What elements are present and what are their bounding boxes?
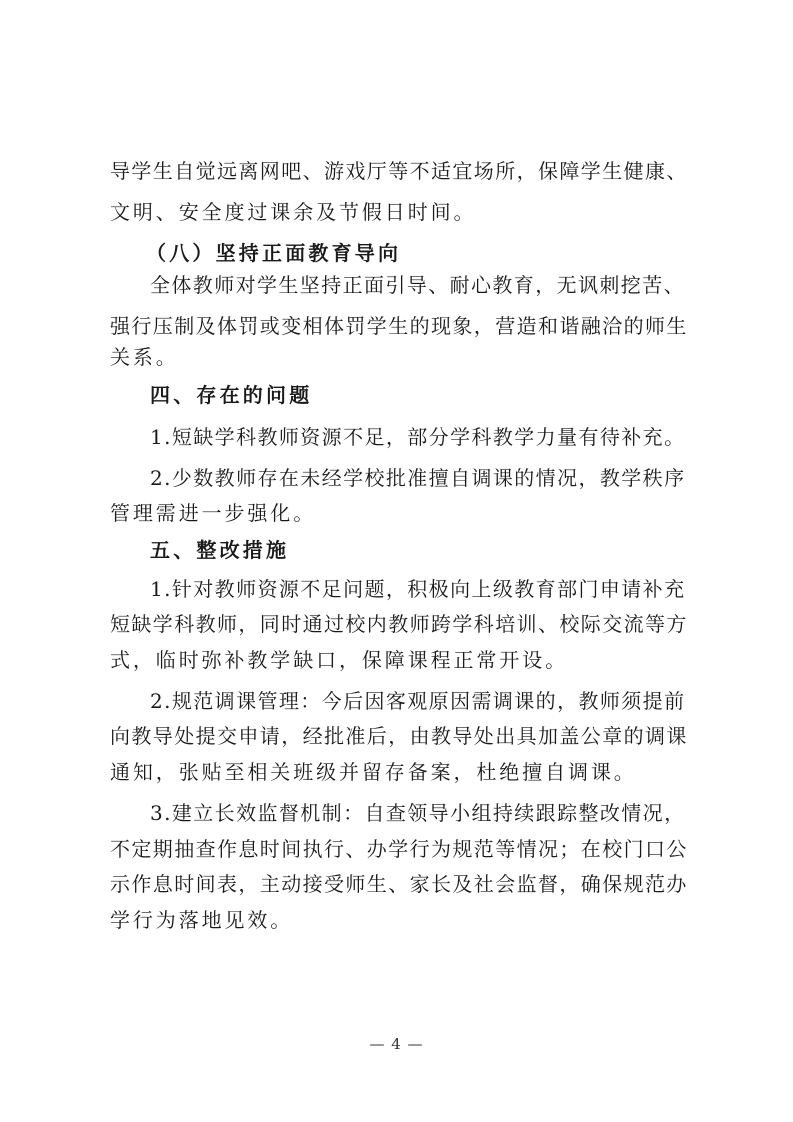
paragraph-line: 强行压制及体罚或变相体罚学生的现象，营造和谐融洽的师生 (110, 314, 688, 338)
paragraph-line: 全体教师对学生坚持正面引导、耐心教育，无讽刺挖苦、 (150, 273, 685, 297)
section-heading-5: 五、整改措施 (150, 538, 290, 562)
list-item-line: 学行为落地见效。 (110, 908, 294, 932)
list-item-line: 1.针对教师资源不足问题，积极向上级教育部门申请补充 (150, 577, 686, 601)
list-item-line: 1.短缺学科教师资源不足，部分学科教学力量有待补充。 (150, 425, 686, 449)
list-item-line: 管理需进一步强化。 (110, 501, 317, 525)
text-line: 导学生自觉远离网吧、游戏厅等不适宜场所，保障学生健康、 (110, 159, 688, 183)
list-item-line: 2.少数教师存在未经学校批准擅自调课的情况，教学秩序 (150, 466, 686, 490)
list-item-line: 向教导处提交申请，经批准后，由教导处出具加盖公章的调课 (110, 724, 688, 748)
list-item-line: 短缺学科教师，同时通过校内教师跨学科培训、校际交流等方 (110, 612, 688, 636)
section-heading-8: （八）坚持正面教育导向 (146, 241, 402, 265)
page-number: — 4 — (369, 1035, 424, 1053)
list-item-line: 不定期抽查作息时间执行、办学行为规范等情况；在校门口公 (110, 837, 688, 861)
list-item-line: 通知，张贴至相关班级并留存备案，杜绝擅自调课。 (110, 760, 637, 784)
list-item-line: 式，临时弥补教学缺口，保障课程正常开设。 (110, 648, 568, 672)
section-heading-4: 四、存在的问题 (150, 383, 313, 407)
list-item-line: 3.建立长效监督机制：自查领导小组持续跟踪整改情况， (150, 801, 686, 825)
list-item-line: 2.规范调课管理：今后因客观原因需调课的，教师须提前 (150, 689, 686, 713)
paragraph-line: 关系。 (110, 345, 179, 369)
text-line: 文明、安全度过课余及节假日时间。 (110, 200, 477, 224)
list-item-line: 示作息时间表，主动接受师生、家长及社会监督，确保规范办 (110, 872, 688, 896)
